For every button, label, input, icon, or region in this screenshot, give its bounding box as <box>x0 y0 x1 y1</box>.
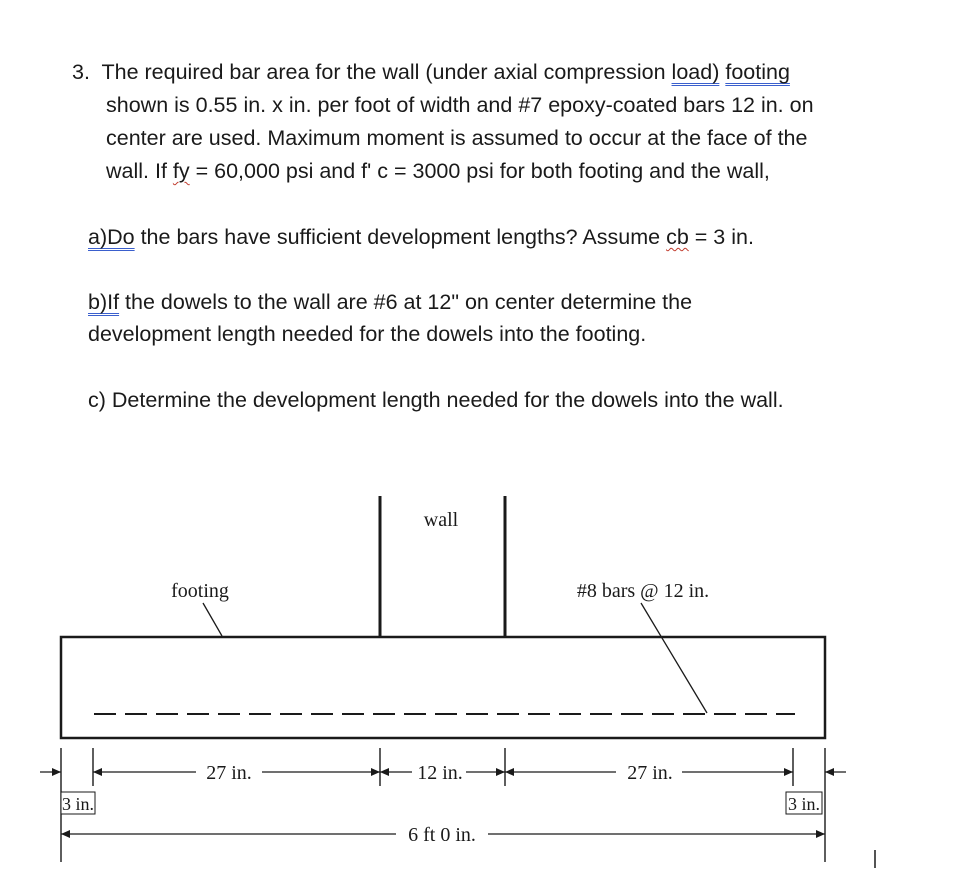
dim-right-3: 3 in. <box>787 794 821 814</box>
dim-left-27: 27 in. <box>206 762 252 784</box>
spell-flag-cb: cb <box>666 225 689 249</box>
part-a-label: a)Do <box>88 225 135 249</box>
wall-label: wall <box>423 509 459 531</box>
part-b-line-2: development length needed for the dowels into the footing. <box>88 322 647 346</box>
question-line-2: shown is 0.55 in. x in. per foot of width and #7 epoxy-coated bars 12 in. on <box>106 93 814 117</box>
grammar-flag-load: load) <box>671 60 720 84</box>
dim-right-27: 27 in. <box>627 762 673 784</box>
dim-left-3: 3 in. <box>61 794 95 814</box>
bars-label: #8 bars @ 12 in. <box>576 580 710 602</box>
spell-flag-fy: fy <box>172 159 190 183</box>
part-b-label: b)If <box>88 290 120 314</box>
footing-label: footing <box>171 580 229 602</box>
bars-leader <box>641 603 707 713</box>
dim-center-12: 12 in. <box>417 762 463 784</box>
question-number: 3. <box>72 60 90 84</box>
part-c: c) Determine the development length needed for the dowels into the wall. <box>88 388 784 412</box>
part-a: a)Do the bars have sufficient development lengths? Assume cb = 3 in. <box>88 225 754 249</box>
dim-total: 6 ft 0 in. <box>408 824 476 846</box>
footing-outline <box>61 637 825 738</box>
footing-leader <box>203 603 222 636</box>
question-line-3: center are used. Maximum moment is assumed to occur at the face of the <box>106 126 808 150</box>
question-line-4: wall. If fy = 60,000 psi and f' c = 3000 psi for both footing and the wall, <box>106 159 770 183</box>
question-text-part: The required bar area for the wall (under axial compression <box>101 60 672 84</box>
grammar-flag-footing: footing <box>725 60 790 84</box>
part-b-line-1: b)If the dowels to the wall are #6 at 12" on center determine the <box>88 290 693 314</box>
